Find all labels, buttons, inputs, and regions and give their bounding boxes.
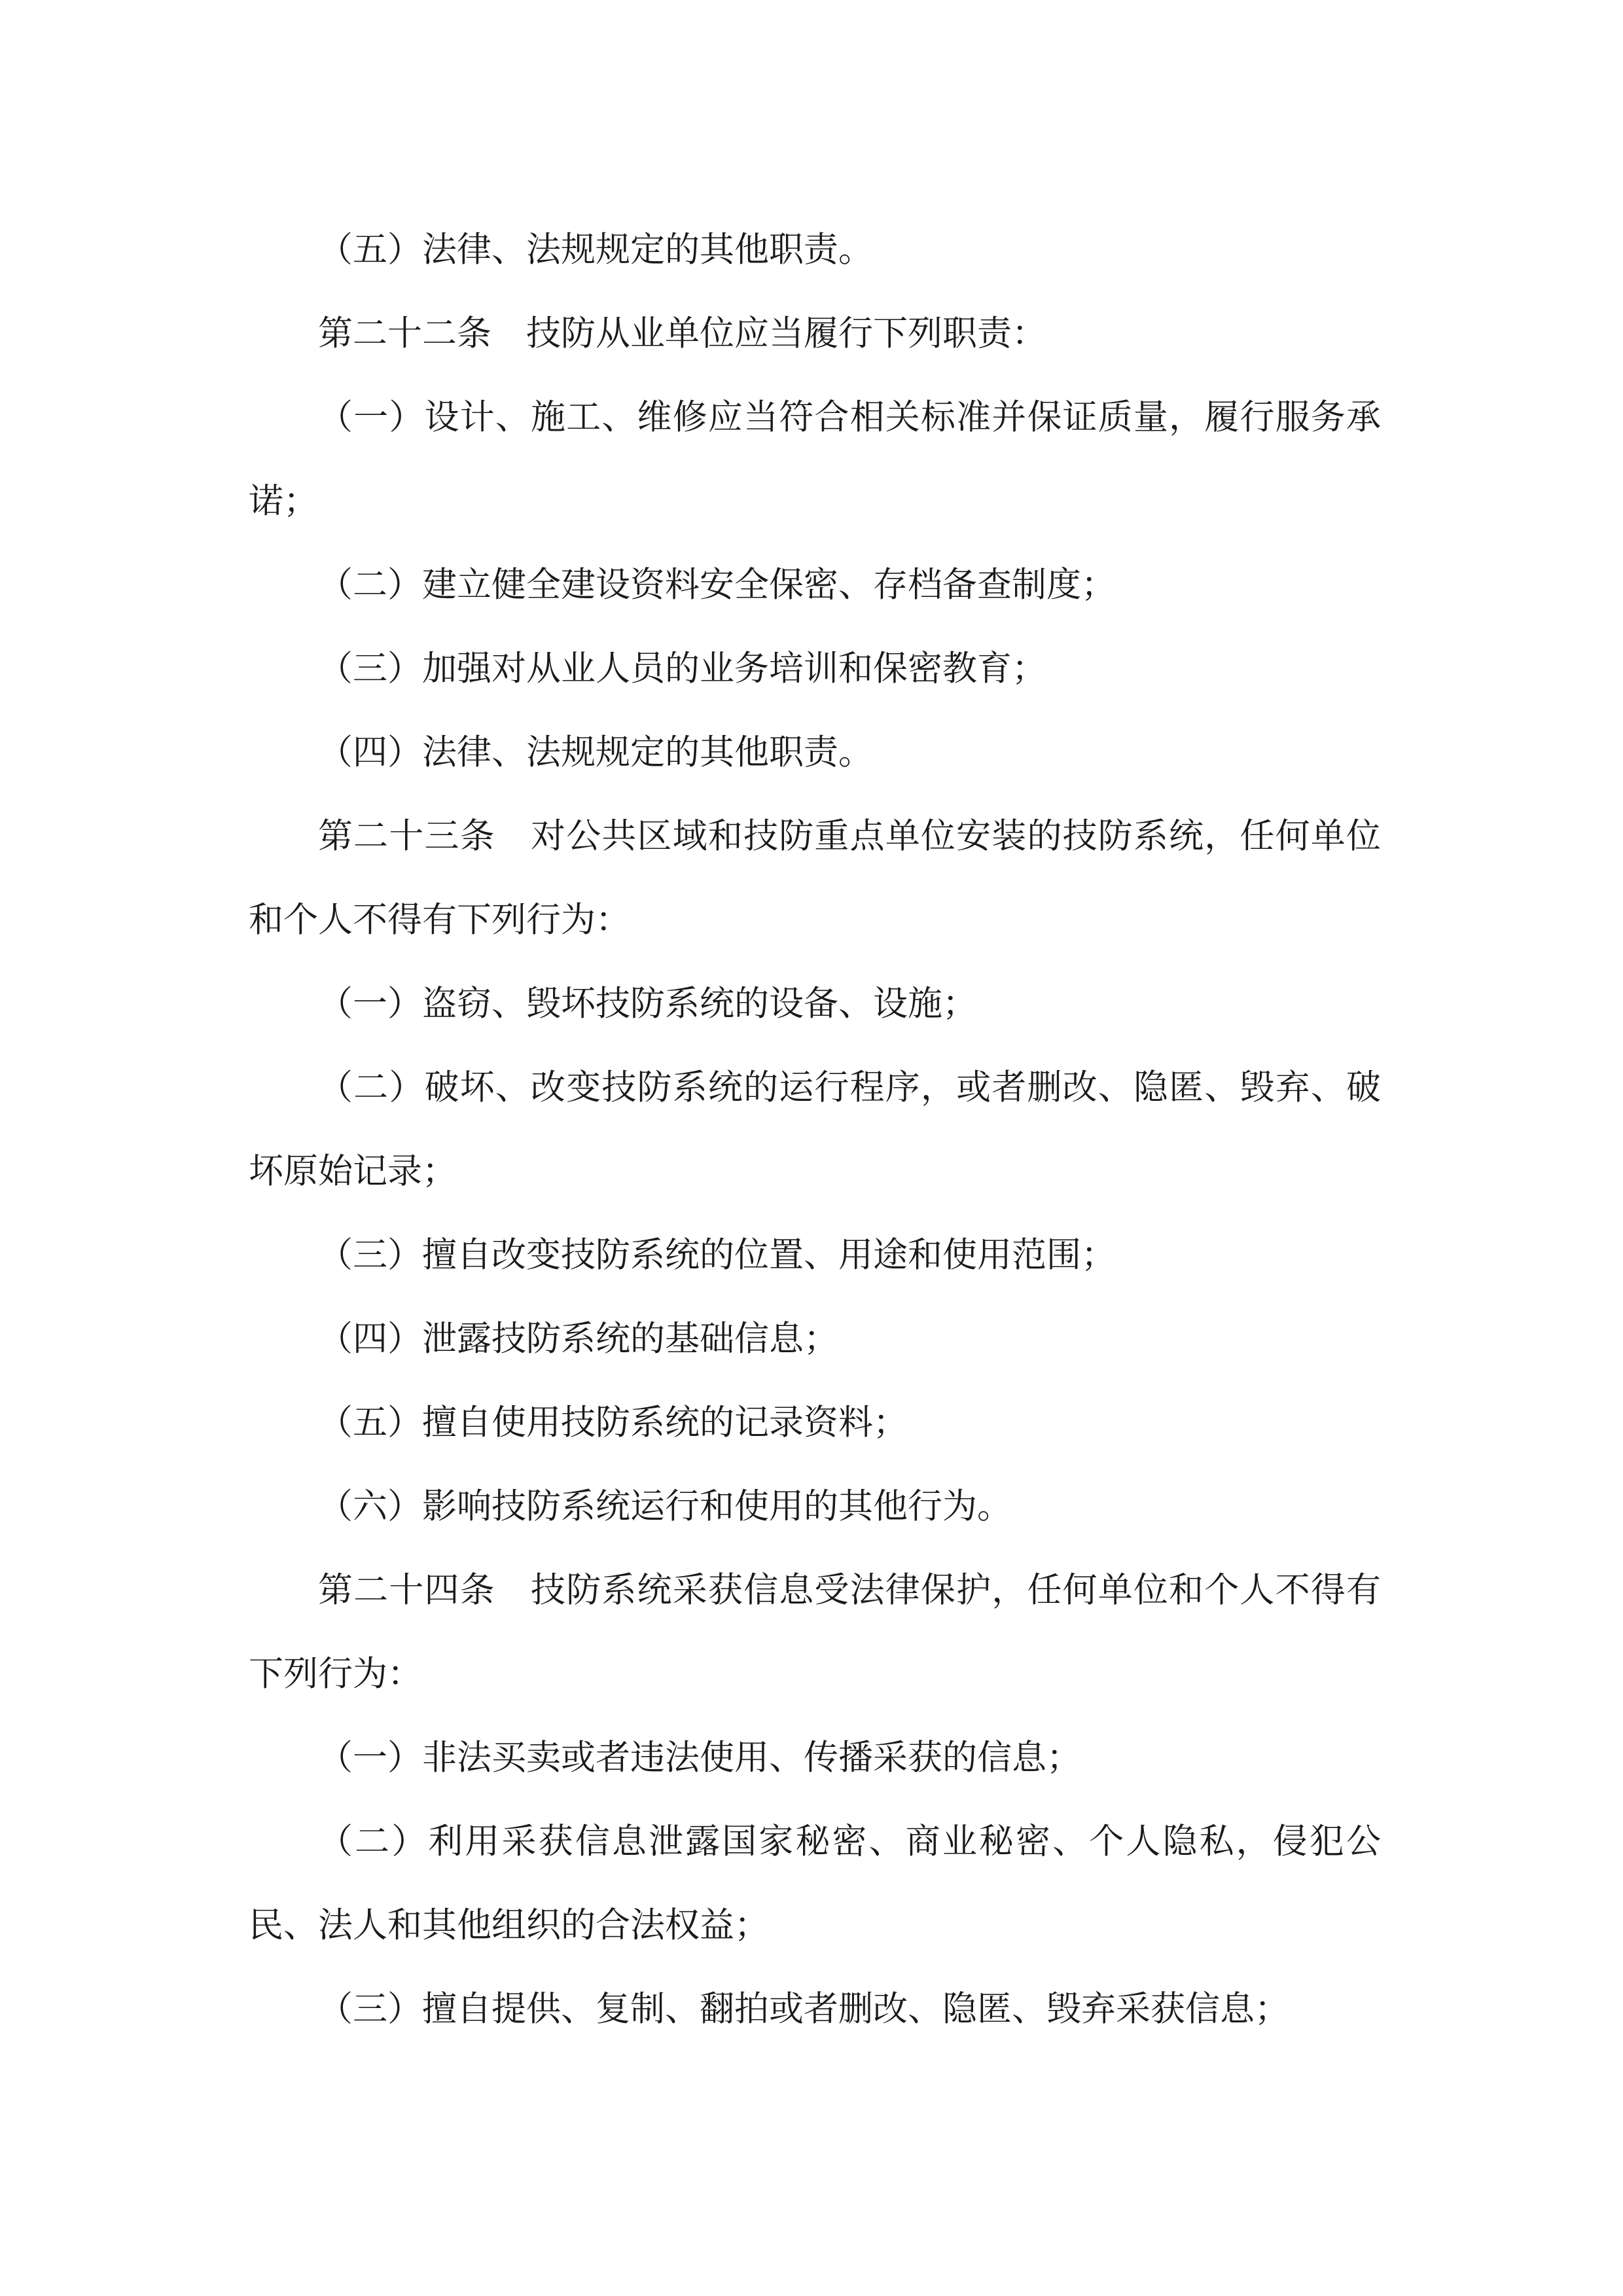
article-22-item-2: （二）建立健全建设资料安全保密、存档备查制度；: [318, 565, 1116, 605]
article-23-item-2: （二）破坏、改变技防系统的运行程序，或者删改、隐匿、毁弃、破坏原始记录；: [249, 1067, 1381, 1191]
article-23-heading: 第二十三条 对公共区域和技防重点单位安装的技防系统，任何单位和个人不得有下列行为：: [249, 816, 1381, 940]
article-22-item-3: （三）加强对从业人员的业务培训和保密教育；: [318, 649, 1046, 689]
document-body: [249, 208, 1381, 2051]
article-24-heading: 第二十四条 技防系统采获信息受法律保护，任何单位和个人不得有下列行为：: [249, 1570, 1381, 1694]
article-22-heading: 第二十二条 技防从业单位应当履行下列职责：: [318, 314, 1046, 353]
article-23-item-3: （三）擅自改变技防系统的位置、用途和使用范围；: [318, 1235, 1116, 1275]
article-23-item-4: （四）泄露技防系统的基础信息；: [318, 1319, 838, 1359]
article-24-item-1: （一）非法买卖或者违法使用、传播采获的信息；: [318, 1738, 1081, 1778]
article-24-item-2: （二）利用采获信息泄露国家秘密、商业秘密、个人隐私，侵犯公民、法人和其他组织的合法权益；: [249, 1821, 1381, 1945]
article-22-item-4: （四）法律、法规规定的其他职责。: [318, 732, 873, 772]
article-24-item-3: （三）擅自提供、复制、翻拍或者删改、隐匿、毁弃采获信息；: [318, 1989, 1289, 2029]
article-23-item-1: （一）盗窃、毁坏技防系统的设备、设施；: [318, 984, 977, 1024]
article-23-item-5: （五）擅自使用技防系统的记录资料；: [318, 1403, 908, 1443]
paragraph-item-5-duties: （五）法律、法规规定的其他职责。: [318, 230, 873, 270]
article-22-item-1: （一）设计、施工、维修应当符合相关标准并保证质量，履行服务承诺；: [249, 397, 1381, 521]
article-23-item-6: （六）影响技防系统运行和使用的其他行为。: [318, 1486, 1012, 1526]
